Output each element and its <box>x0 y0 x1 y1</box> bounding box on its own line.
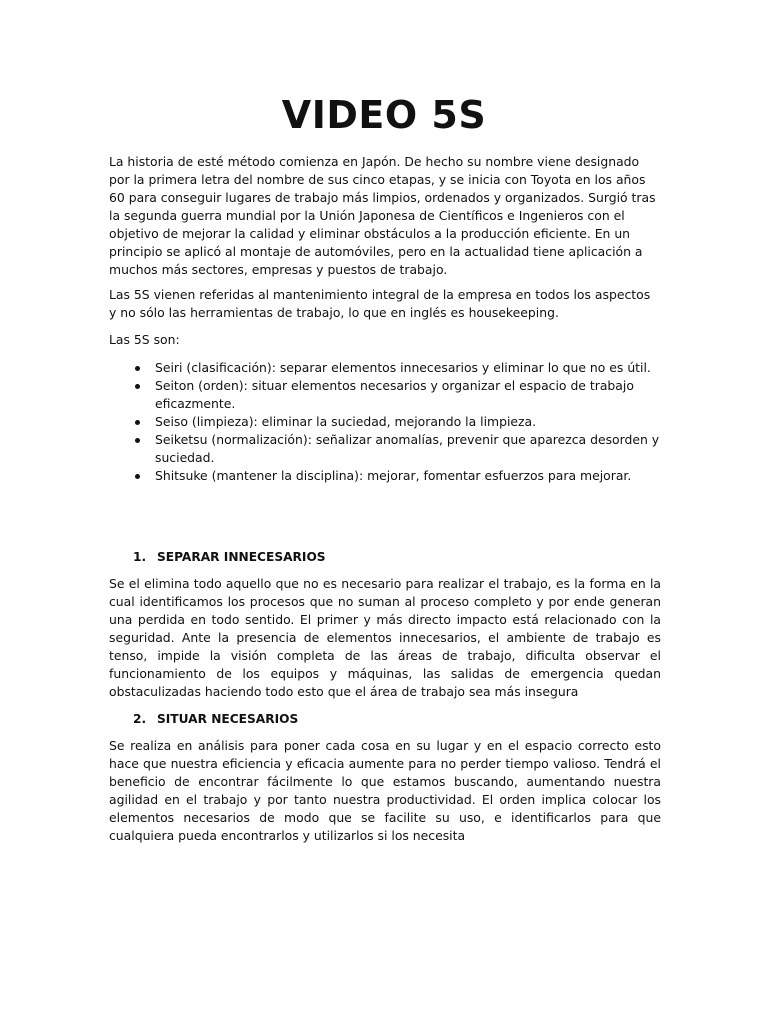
bullet-icon <box>135 366 140 371</box>
list-item <box>109 413 661 431</box>
list-item-text: Seiton (orden): situar elementos necesarios y organizar el espacio de trabajo eficazmente. <box>155 378 634 411</box>
list-item <box>109 359 661 377</box>
bullet-icon <box>135 420 140 425</box>
section-heading-text: SITUAR NECESARIOS <box>157 712 299 726</box>
five-s-list <box>109 359 661 485</box>
section-body-separar: Se el elimina todo aquello que no es necesario para realizar el trabajo, es la forma en la cual identificamos los procesos que no suman al proceso completo y por ende generan una perdida en todo sentido. El primer y más directo impacto está relacionado con la seguridad. Ante la presencia de elementos innecesarios, el ambiente de trabajo es tenso, impide la visión completa de las áreas de trabajo, dificulta observar el funcionamiento de los equipos y máquinas, las salidas de emergencia quedan obstaculizadas haciendo todo esto que el área de trabajo sea más insegura <box>109 576 661 699</box>
list-item-text: Seiketsu (normalización): señalizar anomalías, prevenir que aparezca desorden y suciedad. <box>155 432 660 465</box>
document-title: VIDEO 5S <box>281 93 487 137</box>
section-number: 1. <box>133 550 147 564</box>
bullet-icon <box>135 474 140 479</box>
list-item <box>109 431 661 467</box>
section-heading-situar <box>133 710 633 728</box>
intro-paragraph: La historia de esté método comienza en Japón. De hecho su nombre viene designado por la primera letra del nombre de sus cinco etapas, y se inicia con Toyota en los años 60 para conseguir lugares de trabajo más limpios, ordenados y organizados. Surgió tras la segunda guerra mundial por la Unión Japonesa de Científicos e Ingenieros con el objetivo de mejorar la calidad y eliminar obstáculos a la producción eficiente. En un principio se aplicó al montaje de automóviles, pero en la actualidad tiene aplicación a muchos más sectores, empresas y puestos de trabajo. <box>109 154 656 277</box>
list-label: Las 5S son: <box>109 332 180 347</box>
list-item <box>109 377 661 413</box>
bullet-icon <box>135 438 140 443</box>
list-item-text: Seiso (limpieza): eliminar la suciedad, mejorando la limpieza. <box>155 414 537 429</box>
housekeeping-paragraph: Las 5S vienen referidas al mantenimiento integral de la empresa en todos los aspectos y no sólo las herramientas de trabajo, lo que en inglés es housekeeping. <box>109 287 651 320</box>
section-heading-separar <box>133 548 633 566</box>
section-heading-text: SEPARAR INNECESARIOS <box>157 550 326 564</box>
list-item-text: Shitsuke (mantener la disciplina): mejorar, fomentar esfuerzos para mejorar. <box>155 468 632 483</box>
list-item <box>109 467 661 485</box>
bullet-icon <box>135 384 140 389</box>
list-item-text: Seiri (clasificación): separar elementos innecesarios y eliminar lo que no es útil. <box>155 360 651 375</box>
section-body-situar: Se realiza en análisis para poner cada cosa en su lugar y en el espacio correcto esto hace que nuestra eficiencia y eficacia aumente para no perder tiempo valioso. Tendrá el beneficio de encontrar fácilmente lo que estamos buscando, aumentando nuestra agilidad en el trabajo y por tanto nuestra productividad. El orden implica colocar los elementos necesarios de modo que se facilite su uso, e identificarlos para que cualquiera pueda encontrarlos y utilizarlos si los necesita <box>109 738 661 843</box>
section-number: 2. <box>133 712 147 726</box>
